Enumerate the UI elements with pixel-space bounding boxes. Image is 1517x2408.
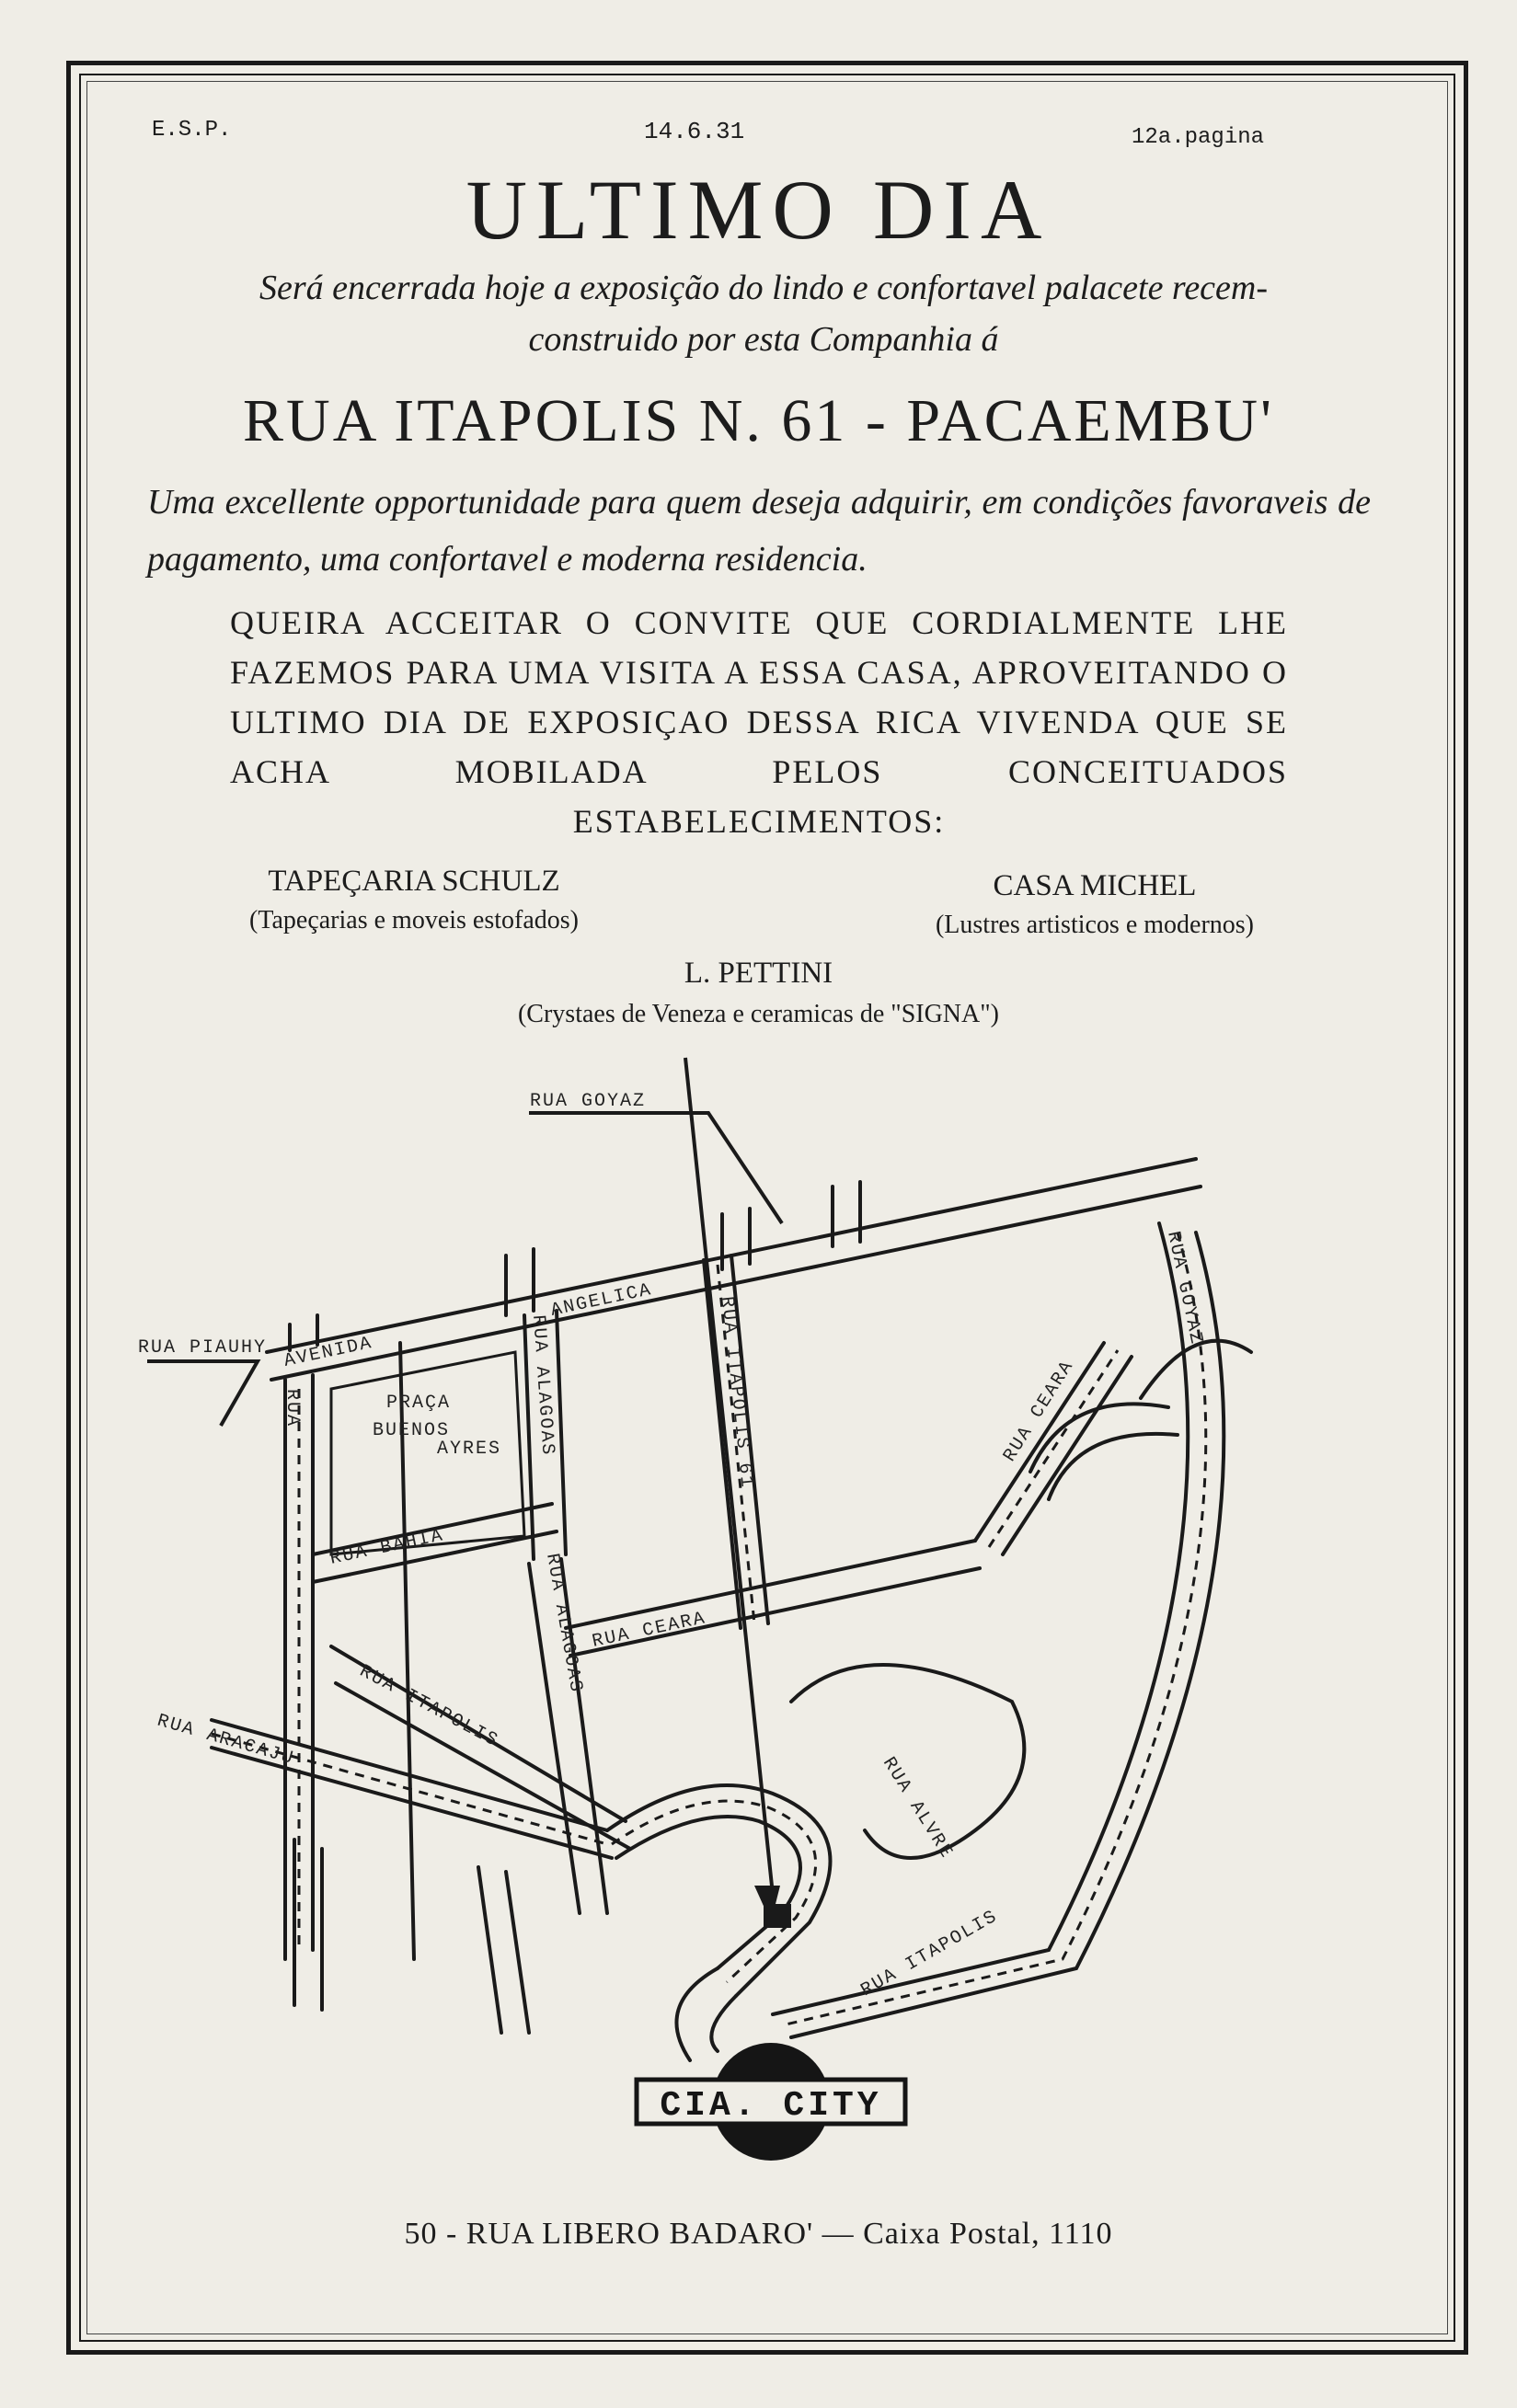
vendor-detail-schulz: (Tapeçarias e moveis estofados) xyxy=(249,906,579,935)
label-rua-goyaz-2: RUA GOYAZ xyxy=(1162,1229,1207,1347)
arrow-rua-goyaz xyxy=(529,1113,782,1223)
stamp-page: 12a.pagina xyxy=(1132,125,1265,150)
vendor-name-pettini: L. PETTINI xyxy=(684,957,833,990)
stamp-source: E.S.P. xyxy=(152,118,232,143)
street-map xyxy=(138,1039,1242,2024)
label-rua-alvre: RUA ALVRE xyxy=(878,1753,958,1863)
vendor-detail-pettini: (Crystaes de Veneza e ceramicas de "SIGNA") xyxy=(517,1000,1000,1028)
label-buenos: BUENOS xyxy=(373,1420,451,1441)
cia-city-logo xyxy=(633,2037,909,2166)
label-rua-goyaz: RUA GOYAZ xyxy=(530,1091,647,1112)
label-rua-itapolis: RUA ITAPOLIS xyxy=(857,1906,1003,2002)
label-rua-alagoas: RUA ALAGOAS xyxy=(527,1313,558,1458)
label-rua-ceara-2: RUA CEARA xyxy=(999,1356,1079,1466)
address-line: RUA ITAPOLIS N. 61 - PACAEMBU' xyxy=(243,387,1274,454)
house-marker xyxy=(764,1904,791,1928)
invitation-text: QUEIRA ACCEITAR O CONVITE QUE CORDIALMENTE LHE FAZEMOS PARA UMA VISITA A ESSA CASA, APROVEITANDO O ULTIMO DIA DE EXPOSIÇAO DESSA RICA VIVENDA QUE SE ACHA MOBILADA PELOS CONCEITUADOS ESTABELECIMENTOS: xyxy=(230,604,1288,840)
vendor-name-michel: CASA MICHEL xyxy=(993,869,1197,902)
intro-text: Será encerrada hoje a exposição do lindo e confortavel palacete recem-construido por esta Companhia á xyxy=(259,269,1269,359)
footer-address: 50 - RUA LIBERO BADARO' — Caixa Postal, 1110 xyxy=(404,2217,1113,2251)
label-rua-ceara: RUA CEARA xyxy=(590,1608,708,1653)
label-avenida: AVENIDA xyxy=(282,1332,375,1372)
arrow-itapolis xyxy=(685,1058,773,1895)
headline: ULTIMO DIA xyxy=(465,163,1052,257)
label-ayres: AYRES xyxy=(437,1439,502,1460)
label-rua-itapolis-61: RUA ITAPOLIS 61 xyxy=(716,1295,757,1490)
vendor-name-schulz: TAPEÇARIA SCHULZ xyxy=(268,865,560,898)
vendor-detail-michel: (Lustres artisticos e modernos) xyxy=(935,911,1255,939)
label-rua-aracaju: RUA ARACAJU xyxy=(155,1710,297,1771)
logo-text: CIA. CITY xyxy=(660,2086,882,2126)
label-angelica: ANGELICA xyxy=(548,1279,655,1322)
label-rua-itapolis-2: RUA ITAPOLIS xyxy=(355,1660,502,1753)
label-rua-alagoas-2: RUA ALAGOAS xyxy=(541,1552,587,1695)
description-text: Uma excellente opportunidade para quem deseja adquirir, em condições favoraveis de pagamento, uma confortavel e moderna residencia. xyxy=(147,483,1371,579)
label-rua-bahia: RUA BAHIA xyxy=(328,1525,446,1570)
label-rua: RUA xyxy=(282,1389,303,1428)
stamp-date: 14.6.31 xyxy=(644,118,745,145)
label-praca: PRAÇA xyxy=(386,1393,452,1414)
label-rua-piauhy: RUA PIAUHY xyxy=(138,1337,268,1359)
